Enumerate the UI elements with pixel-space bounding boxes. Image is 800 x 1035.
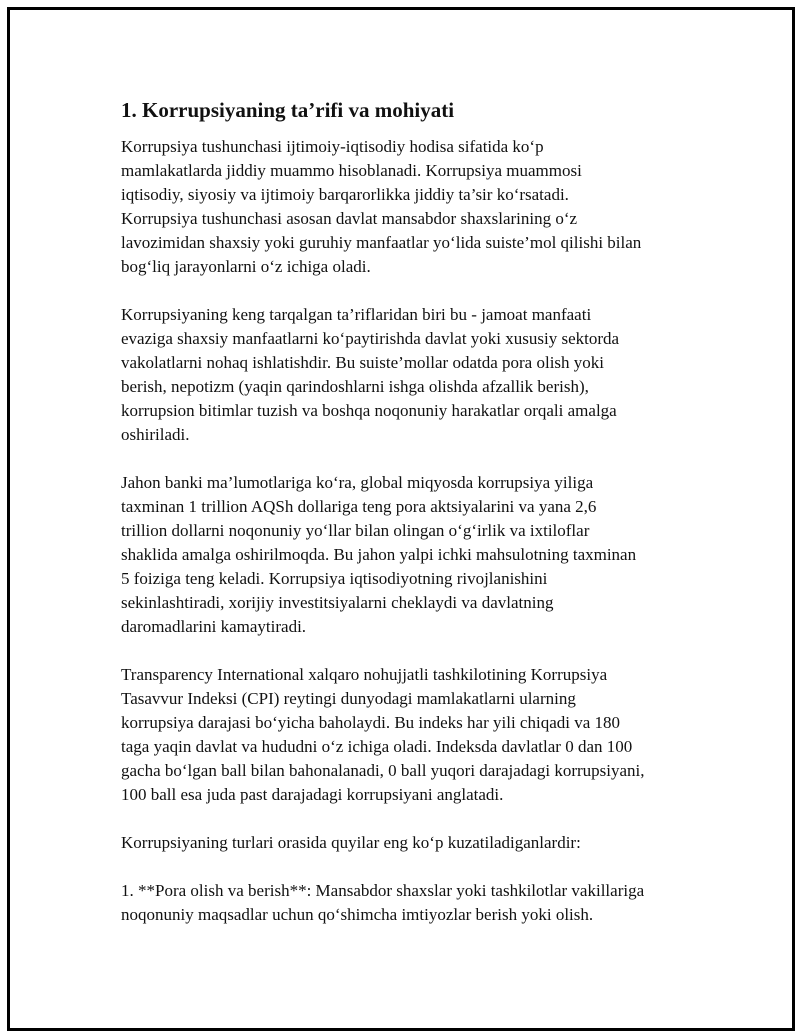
text-line: taxminan 1 trillion AQSh dollariga teng pora aktsiyalarini va yana 2,6: [121, 497, 597, 516]
paragraph-gap: [121, 639, 701, 663]
text-line: noqonuniy maqsadlar uchun qo‘shimcha imtiyozlar berish yoki olish.: [121, 905, 594, 924]
paragraph: [121, 135, 701, 279]
text-line: trillion dollarni noqonuniy yo‘llar bilan olingan o‘g‘irlik va ixtiloflar: [121, 521, 590, 540]
text-line: Jahon banki ma’lumotlariga ko‘ra, global miqyosda korrupsiya yiliga: [121, 473, 594, 492]
paragraph-gap: [121, 447, 701, 471]
text-line: lavozimidan shaxsiy yoki guruhiy manfaatlar yo‘lida suiste’mol qilishi bilan: [121, 233, 642, 252]
text-line: Korrupsiya tushunchasi ijtimoiy-iqtisodiy hodisa sifatida ko‘p: [121, 137, 544, 156]
text-line: Tasavvur Indeksi (CPI) reytingi dunyodagi mamlakatlarni ularning: [121, 689, 576, 708]
text-line: Korrupsiya tushunchasi asosan davlat mansabdor shaxslarining o‘z: [121, 209, 578, 228]
text-line: berish, nepotizm (yaqin qarindoshlarni ishga olishda afzallik berish),: [121, 377, 589, 396]
document-page: [7, 7, 795, 1031]
text-line: mamlakatlarda jiddiy muammo hisoblanadi. Korrupsiya muammosi: [121, 161, 582, 180]
text-line: bog‘liq jarayonlarni o‘z ichiga oladi.: [121, 257, 371, 276]
text-line: vakolatlarni nohaq ishlatishdir. Bu suiste’mollar odatda pora olish yoki: [121, 353, 605, 372]
paragraph-list: [121, 135, 701, 927]
text-line: Transparency International xalqaro nohujjatli tashkilotining Korrupsiya: [121, 665, 608, 684]
paragraph: [121, 879, 701, 927]
text-line: korrupsion bitimlar tuzish va boshqa noqonuniy harakatlar orqali amalga: [121, 401, 617, 420]
text-line: sekinlashtiradi, xorijiy investitsiyalarni cheklaydi va davlatning: [121, 593, 554, 612]
text-line: shaklida amalga oshirilmoqda. Bu jahon yalpi ichki mahsulotning taxminan: [121, 545, 637, 564]
text-line: daromadlarini kamaytiradi.: [121, 617, 307, 636]
text-line: taga yaqin davlat va hududni o‘z ichiga oladi. Indeksda davlatlar 0 dan 100: [121, 737, 633, 756]
paragraph-gap: [121, 807, 701, 831]
paragraph: [121, 831, 701, 855]
text-line: 1. **Pora olish va berish**: Mansabdor shaxslar yoki tashkilotlar vakillariga: [121, 881, 645, 900]
paragraph: [121, 471, 701, 639]
text-line: oshiriladi.: [121, 425, 190, 444]
text-line: iqtisodiy, siyosiy va ijtimoiy barqarorlikka jiddiy ta’sir ko‘rsatadi.: [121, 185, 569, 204]
text-line: gacha bo‘lgan ball bilan bahonalanadi, 0 ball yuqori darajadagi korrupsiyani,: [121, 761, 645, 780]
text-line: Korrupsiyaning turlari orasida quyilar eng ko‘p kuzatiladiganlardir:: [121, 833, 581, 852]
paragraph-gap: [121, 855, 701, 879]
text-line: Korrupsiyaning keng tarqalgan ta’riflaridan biri bu - jamoat manfaati: [121, 305, 592, 324]
document-body: [121, 96, 701, 927]
text-line: korrupsiya darajasi bo‘yicha baholaydi. Bu indeks har yili chiqadi va 180: [121, 713, 621, 732]
paragraph: [121, 303, 701, 447]
text-line: evaziga shaxsiy manfaatlarni ko‘paytirishda davlat yoki xususiy sektorda: [121, 329, 620, 348]
paragraph: [121, 663, 701, 807]
text-line: 5 foiziga teng keladi. Korrupsiya iqtisodiyotning rivojlanishini: [121, 569, 548, 588]
section-heading: 1. Korrupsiyaning ta’rifi va mohiyati: [121, 98, 455, 122]
text-line: 100 ball esa juda past darajadagi korrupsiyani anglatadi.: [121, 785, 504, 804]
paragraph-gap: [121, 279, 701, 303]
